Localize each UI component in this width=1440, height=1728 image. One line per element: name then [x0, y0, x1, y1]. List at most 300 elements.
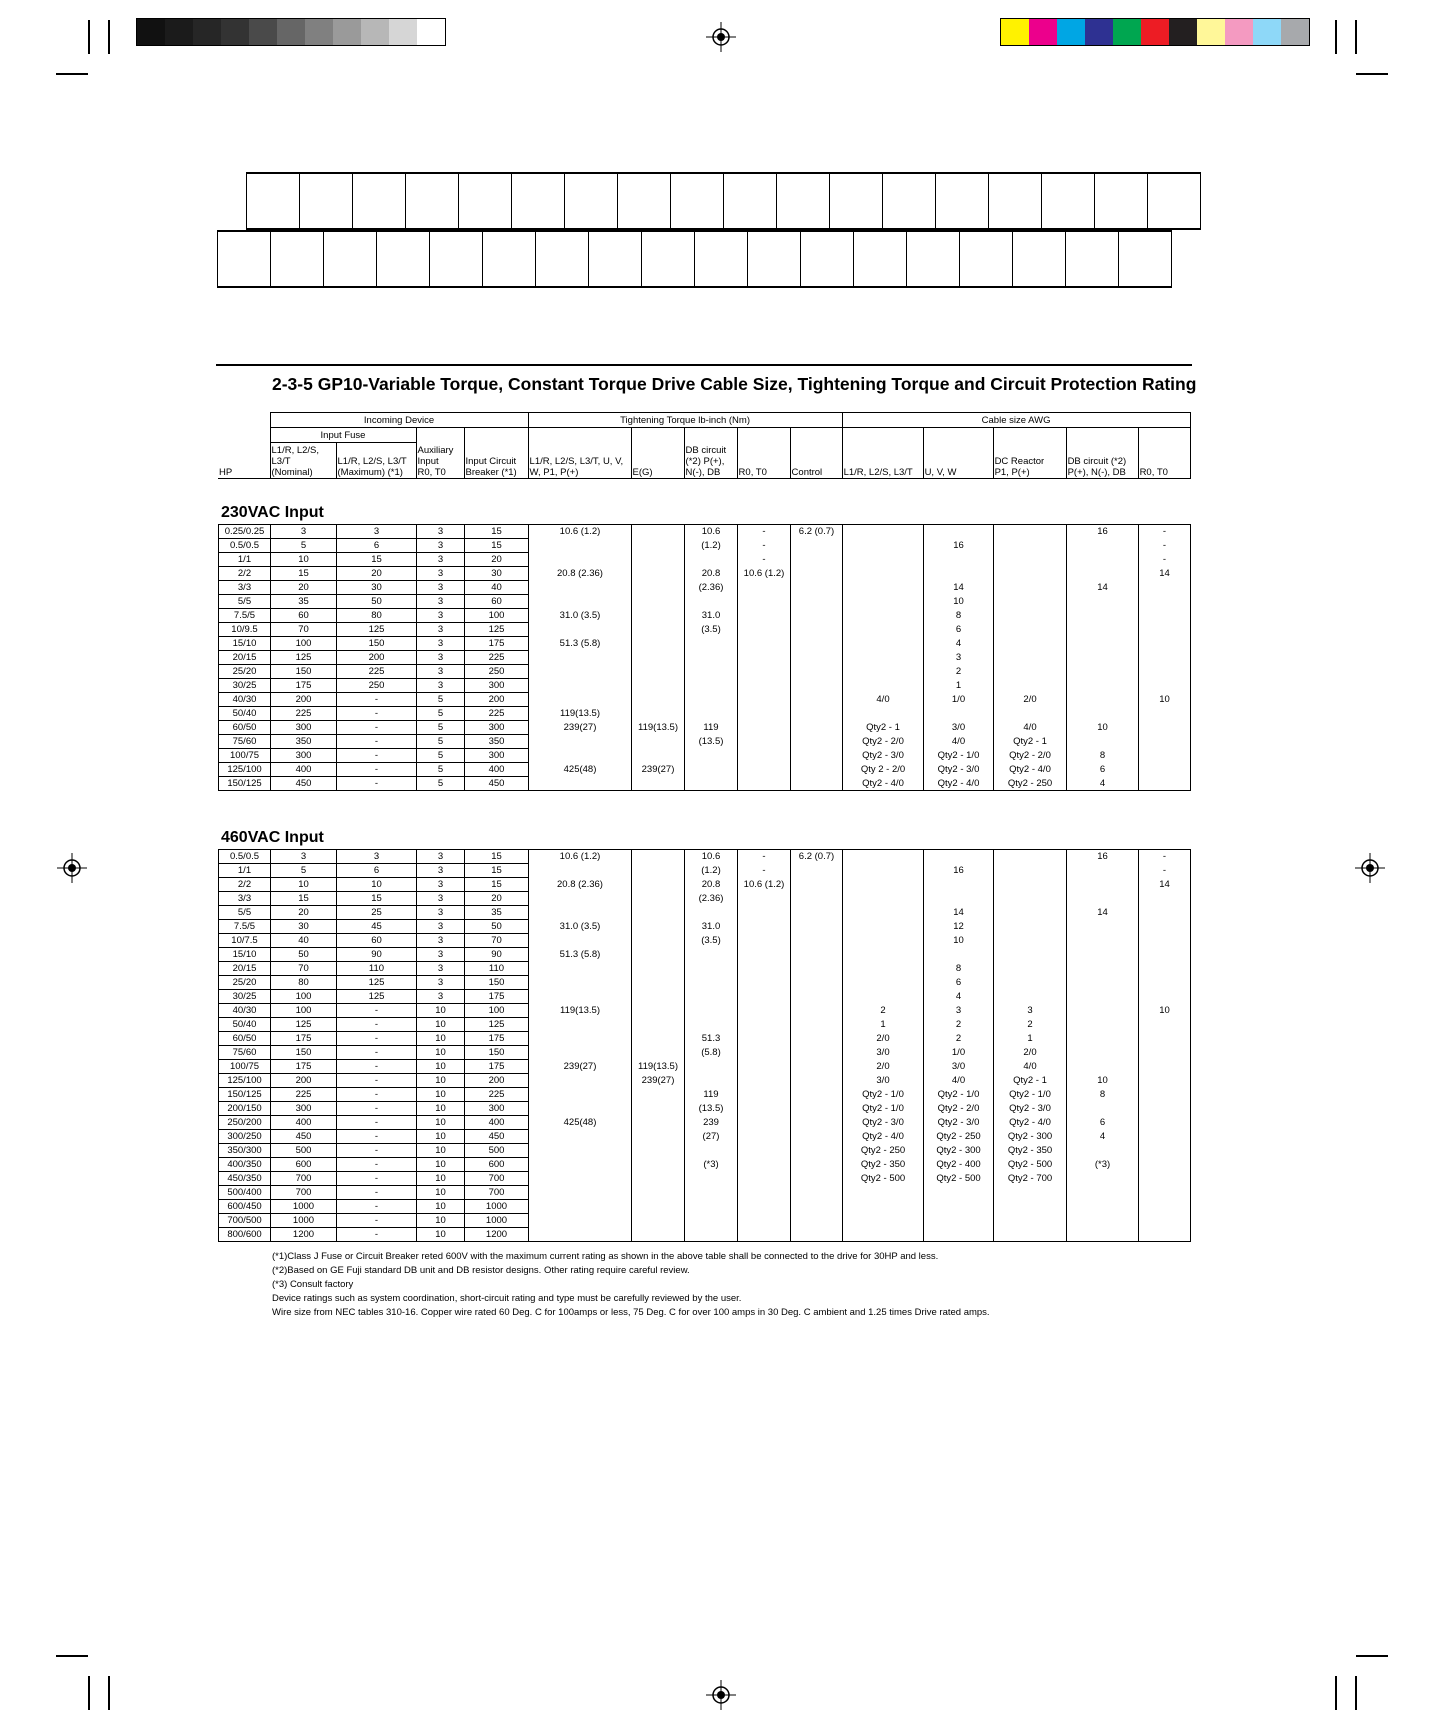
tt-eg-cell — [632, 1004, 685, 1018]
cs-db-cell — [1067, 595, 1139, 609]
empty-box — [406, 174, 459, 228]
tt-r0t0-cell — [738, 892, 791, 906]
fuse-nominal-cell: 700 — [271, 1172, 337, 1186]
crop-mark — [1356, 73, 1388, 75]
table-row — [219, 1060, 1191, 1074]
cs-main-cell — [843, 962, 924, 976]
empty-box — [724, 174, 777, 228]
tt-db-cell: 31.0 — [685, 609, 738, 623]
fuse-maximum-cell: 110 — [337, 962, 417, 976]
cs-dcr-cell — [994, 962, 1067, 976]
control-cell — [791, 665, 843, 679]
fuse-nominal-cell: 20 — [271, 906, 337, 920]
control-cell — [791, 567, 843, 581]
tt-main-cell — [529, 1046, 632, 1060]
calibration-swatch — [165, 19, 193, 45]
tt-r0t0-cell — [738, 934, 791, 948]
table-row — [219, 920, 1191, 934]
tt-main-cell: 119(13.5) — [529, 707, 632, 721]
tt-main-cell — [529, 892, 632, 906]
tt-eg-cell — [632, 962, 685, 976]
table-row — [219, 1228, 1191, 1242]
table-row — [219, 707, 1191, 721]
cs-main-cell: Qty2 - 4/0 — [843, 1130, 924, 1144]
calibration-swatch — [1141, 19, 1169, 45]
cs-uvw-cell — [924, 707, 994, 721]
hp-cell: 1/1 — [219, 553, 271, 567]
hp-cell: 0.5/0.5 — [219, 539, 271, 553]
cs-main-cell — [843, 525, 924, 539]
tt-r0t0-cell — [738, 1088, 791, 1102]
fuse-nominal-cell: 80 — [271, 976, 337, 990]
tt-r0t0-cell — [738, 679, 791, 693]
tt-r0t0-cell — [738, 763, 791, 777]
fuse-nominal-cell: 350 — [271, 735, 337, 749]
crop-mark — [108, 20, 110, 54]
fuse-maximum-cell: 45 — [337, 920, 417, 934]
input-fuse-header: Input Fuse — [270, 428, 416, 443]
cs-uvw-cell: 16 — [924, 539, 994, 553]
tt-main-cell — [529, 623, 632, 637]
empty-box — [748, 232, 801, 286]
fuse-nominal-cell: 125 — [271, 651, 337, 665]
tt-eg-cell — [632, 864, 685, 878]
fuse-nominal-cell: 175 — [271, 1032, 337, 1046]
cs-db-cell: 4 — [1067, 777, 1139, 791]
breaker-cell: 200 — [465, 693, 529, 707]
footnote: Device ratings such as system coordination, short-circuit rating and type must be carefully reviewed by the user. — [272, 1293, 742, 1304]
cs-main-cell — [843, 623, 924, 637]
footnote: (*3) Consult factory — [272, 1279, 354, 1290]
calibration-swatch — [361, 19, 389, 45]
calibration-swatch — [305, 19, 333, 45]
table-row — [219, 539, 1191, 553]
fuse-maximum-cell: 125 — [337, 990, 417, 1004]
table-row — [219, 637, 1191, 651]
tt-main-cell: 10.6 (1.2) — [529, 525, 632, 539]
cs-uvw-cell: 1/0 — [924, 693, 994, 707]
empty-box — [512, 174, 565, 228]
cs-uvw-cell — [924, 850, 994, 864]
fuse-maximum-cell: 225 — [337, 665, 417, 679]
cs-uvw-cell: 2 — [924, 1032, 994, 1046]
breaker-cell: 450 — [465, 1130, 529, 1144]
tt-r0t0-cell — [738, 990, 791, 1004]
tt-eg-cell — [632, 1144, 685, 1158]
cs-r0t0-cell — [1139, 1088, 1191, 1102]
cs-r0t0-cell — [1139, 976, 1191, 990]
registration-mark-left — [57, 853, 87, 883]
cs-dcr-cell — [994, 1186, 1067, 1200]
tt-r0t0-cell — [738, 1018, 791, 1032]
cs-dcr-cell — [994, 1200, 1067, 1214]
cs-main-cell — [843, 892, 924, 906]
cs-dcr-cell — [994, 934, 1067, 948]
table-row — [219, 878, 1191, 892]
tt-main-cell — [529, 693, 632, 707]
control-cell — [791, 1004, 843, 1018]
table-row — [219, 962, 1191, 976]
table-row — [219, 679, 1191, 693]
auxiliary-cell: 10 — [417, 1116, 465, 1130]
fuse-nominal-cell: 200 — [271, 693, 337, 707]
auxiliary-cell: 5 — [417, 735, 465, 749]
calibration-swatch — [277, 19, 305, 45]
control-cell — [791, 1060, 843, 1074]
fuse-maximum-cell: - — [337, 721, 417, 735]
fuse-maximum-cell: 50 — [337, 595, 417, 609]
cs-uvw-cell: 3/0 — [924, 721, 994, 735]
fuse-nominal-cell: 60 — [271, 609, 337, 623]
tt-db-cell — [685, 1060, 738, 1074]
tt-main-cell — [529, 1102, 632, 1116]
auxiliary-cell: 5 — [417, 777, 465, 791]
hp-cell: 500/400 — [219, 1186, 271, 1200]
hp-cell: 5/5 — [219, 595, 271, 609]
hp-cell: 20/15 — [219, 962, 271, 976]
cs-dcr-cell — [994, 850, 1067, 864]
tt-main-cell: 10.6 (1.2) — [529, 850, 632, 864]
table-row — [219, 906, 1191, 920]
tt-main-cell: 51.3 (5.8) — [529, 637, 632, 651]
cs-r0t0-cell — [1139, 749, 1191, 763]
section-rule — [216, 364, 1192, 366]
control-cell: 6.2 (0.7) — [791, 525, 843, 539]
tt-eg-cell — [632, 735, 685, 749]
tt-main-cell: 239(27) — [529, 1060, 632, 1074]
cs-db-cell: 14 — [1067, 906, 1139, 920]
breaker-cell: 300 — [465, 1102, 529, 1116]
cs-main-cell: Qty 2 - 2/0 — [843, 763, 924, 777]
cs-db-cell — [1067, 693, 1139, 707]
table-row — [219, 749, 1191, 763]
fuse-nominal-cell: 35 — [271, 595, 337, 609]
empty-box — [353, 174, 406, 228]
tt-db-cell — [685, 693, 738, 707]
tt-r0t0-cell — [738, 1102, 791, 1116]
tt-db-cell: (1.2) — [685, 864, 738, 878]
fuse-maximum-cell: - — [337, 1200, 417, 1214]
hp-cell: 60/50 — [219, 1032, 271, 1046]
cs-db-cell — [1067, 920, 1139, 934]
cs-r0t0-header: R0, T0 — [1138, 428, 1190, 479]
auxiliary-cell: 3 — [417, 651, 465, 665]
fuse-maximum-cell: - — [337, 693, 417, 707]
auxiliary-cell: 10 — [417, 1074, 465, 1088]
cs-r0t0-cell — [1139, 962, 1191, 976]
tt-eg-cell — [632, 777, 685, 791]
hp-cell: 10/9.5 — [219, 623, 271, 637]
tt-main-cell — [529, 934, 632, 948]
cable-size-header: Cable size AWG — [842, 413, 1190, 428]
tt-db-cell: (13.5) — [685, 735, 738, 749]
auxiliary-cell: 3 — [417, 539, 465, 553]
cs-db-cell: 14 — [1067, 581, 1139, 595]
cs-dcr-cell — [994, 651, 1067, 665]
tt-db-cell — [685, 1200, 738, 1214]
tt-db-cell: (13.5) — [685, 1102, 738, 1116]
breaker-cell: 50 — [465, 920, 529, 934]
tt-eg-cell — [632, 934, 685, 948]
fuse-maximum-cell: - — [337, 1018, 417, 1032]
control-cell — [791, 623, 843, 637]
hp-cell: 5/5 — [219, 906, 271, 920]
cs-db-cell — [1067, 553, 1139, 567]
breaker-cell: 15 — [465, 525, 529, 539]
breaker-cell: 175 — [465, 1032, 529, 1046]
cs-uvw-cell: 4 — [924, 637, 994, 651]
cs-uvw-cell: 3 — [924, 1004, 994, 1018]
hp-cell: 3/3 — [219, 581, 271, 595]
tt-eg-cell — [632, 1088, 685, 1102]
tt-main-cell — [529, 864, 632, 878]
fuse-nominal-cell: 1000 — [271, 1200, 337, 1214]
fuse-nominal-cell: 450 — [271, 777, 337, 791]
calibration-swatch — [1169, 19, 1197, 45]
cs-db-cell — [1067, 651, 1139, 665]
fuse-maximum-cell: - — [337, 749, 417, 763]
calibration-swatch — [1225, 19, 1253, 45]
cs-db-cell: 16 — [1067, 850, 1139, 864]
cs-dcr-cell: Qty2 - 250 — [994, 777, 1067, 791]
cs-db-cell — [1067, 707, 1139, 721]
cs-r0t0-cell: - — [1139, 539, 1191, 553]
breaker-cell: 225 — [465, 707, 529, 721]
cs-dcr-cell — [994, 665, 1067, 679]
tt-db-cell: (2.36) — [685, 892, 738, 906]
auxiliary-cell: 5 — [417, 707, 465, 721]
cs-db-cell — [1067, 864, 1139, 878]
auxiliary-cell: 3 — [417, 990, 465, 1004]
fuse-maximum-cell: - — [337, 1214, 417, 1228]
tt-eg-cell: 239(27) — [632, 1074, 685, 1088]
cs-uvw-cell: Qty2 - 3/0 — [924, 1116, 994, 1130]
control-cell — [791, 1088, 843, 1102]
cs-dcr-cell: 2/0 — [994, 693, 1067, 707]
cs-uvw-cell: 14 — [924, 581, 994, 595]
fuse-maximum-cell: - — [337, 777, 417, 791]
tt-eg-cell — [632, 948, 685, 962]
registration-mark-bottom — [706, 1680, 736, 1710]
control-cell — [791, 749, 843, 763]
control-cell — [791, 962, 843, 976]
cs-dcr-cell — [994, 892, 1067, 906]
empty-box — [1095, 174, 1148, 228]
cs-main-cell — [843, 920, 924, 934]
empty-box — [271, 232, 324, 286]
control-cell — [791, 1130, 843, 1144]
tt-db-cell: 51.3 — [685, 1032, 738, 1046]
tt-main-cell — [529, 1074, 632, 1088]
table-230vac — [218, 524, 1191, 791]
cs-r0t0-cell — [1139, 777, 1191, 791]
table-row — [219, 763, 1191, 777]
breaker-cell: 15 — [465, 878, 529, 892]
auxiliary-cell: 3 — [417, 623, 465, 637]
tt-main-header: L1/R, L2/S, L3/T, U, V, W, P1, P(+) — [528, 428, 631, 479]
auxiliary-cell: 3 — [417, 850, 465, 864]
control-cell — [791, 976, 843, 990]
tt-db-cell — [685, 637, 738, 651]
control-cell — [791, 864, 843, 878]
calibration-swatch — [389, 19, 417, 45]
cs-db-cell — [1067, 976, 1139, 990]
hp-cell: 50/40 — [219, 707, 271, 721]
cs-uvw-cell: 1/0 — [924, 1046, 994, 1060]
breaker-cell: 200 — [465, 1074, 529, 1088]
fuse-maximum-cell: - — [337, 1228, 417, 1242]
cs-dcr-cell: Qty2 - 3/0 — [994, 1102, 1067, 1116]
tt-db-cell: (3.5) — [685, 934, 738, 948]
tt-r0t0-cell — [738, 1186, 791, 1200]
auxiliary-cell: 3 — [417, 553, 465, 567]
tt-eg-cell — [632, 1130, 685, 1144]
auxiliary-cell: 3 — [417, 962, 465, 976]
cs-r0t0-cell — [1139, 920, 1191, 934]
cs-main-cell — [843, 1200, 924, 1214]
table-row — [219, 976, 1191, 990]
section-label-460: 460VAC Input — [221, 829, 324, 846]
tt-db-cell — [685, 1172, 738, 1186]
cs-db-cell — [1067, 623, 1139, 637]
cs-db-cell: 10 — [1067, 1074, 1139, 1088]
cs-dcr-cell: Qty2 - 2/0 — [994, 749, 1067, 763]
auxiliary-cell: 3 — [417, 920, 465, 934]
control-cell — [791, 1032, 843, 1046]
cs-db-cell — [1067, 1060, 1139, 1074]
cs-uvw-cell — [924, 1186, 994, 1200]
cs-r0t0-cell — [1139, 1060, 1191, 1074]
cs-r0t0-cell: - — [1139, 864, 1191, 878]
tt-r0t0-header: R0, T0 — [737, 428, 790, 479]
cs-db-cell: 8 — [1067, 749, 1139, 763]
calibration-swatch — [1001, 19, 1029, 45]
section-label-230: 230VAC Input — [221, 504, 324, 521]
cs-main-cell — [843, 567, 924, 581]
control-cell — [791, 595, 843, 609]
table-row — [219, 864, 1191, 878]
cs-uvw-cell — [924, 892, 994, 906]
tt-eg-cell — [632, 525, 685, 539]
cs-db-cell — [1067, 962, 1139, 976]
control-cell — [791, 1102, 843, 1116]
cs-main-cell — [843, 651, 924, 665]
cs-main-header: L1/R, L2/S, L3/T — [842, 428, 923, 479]
tt-r0t0-cell — [738, 1116, 791, 1130]
table-row — [219, 553, 1191, 567]
control-cell — [791, 651, 843, 665]
hp-cell: 7.5/5 — [219, 920, 271, 934]
cs-main-cell — [843, 707, 924, 721]
breaker-cell: 300 — [465, 721, 529, 735]
cs-dcr-cell — [994, 637, 1067, 651]
cs-main-cell — [843, 934, 924, 948]
empty-box — [324, 232, 377, 286]
cs-main-cell: Qty2 - 1/0 — [843, 1102, 924, 1116]
fuse-maximum-cell: 125 — [337, 976, 417, 990]
tt-eg-cell — [632, 651, 685, 665]
tt-db-cell — [685, 707, 738, 721]
fuse-nominal-cell: 5 — [271, 864, 337, 878]
breaker-cell: 15 — [465, 864, 529, 878]
tt-main-cell — [529, 679, 632, 693]
breaker-cell: 90 — [465, 948, 529, 962]
tt-r0t0-cell — [738, 581, 791, 595]
hp-cell: 25/20 — [219, 665, 271, 679]
table-row — [219, 1186, 1191, 1200]
breaker-cell: 700 — [465, 1172, 529, 1186]
tt-eg-header: E(G) — [631, 428, 684, 479]
tt-eg-cell — [632, 1018, 685, 1032]
tt-r0t0-cell: 10.6 (1.2) — [738, 567, 791, 581]
empty-box-strip-bottom — [217, 230, 1172, 288]
table-row — [219, 1214, 1191, 1228]
control-cell — [791, 934, 843, 948]
tt-r0t0-cell — [738, 735, 791, 749]
empty-box — [1066, 232, 1119, 286]
cs-r0t0-cell — [1139, 1228, 1191, 1242]
empty-box — [430, 232, 483, 286]
cs-main-cell — [843, 878, 924, 892]
tt-db-cell — [685, 948, 738, 962]
tt-db-cell: (27) — [685, 1130, 738, 1144]
auxiliary-cell: 10 — [417, 1214, 465, 1228]
cs-main-cell: 2 — [843, 1004, 924, 1018]
fuse-maximum-cell: 30 — [337, 581, 417, 595]
cs-dcr-cell: 2/0 — [994, 1046, 1067, 1060]
hp-cell: 15/10 — [219, 948, 271, 962]
breaker-cell: 125 — [465, 1018, 529, 1032]
empty-box — [1148, 174, 1201, 228]
fuse-nominal-cell: 150 — [271, 665, 337, 679]
cs-dcr-cell — [994, 609, 1067, 623]
tt-main-cell — [529, 1130, 632, 1144]
tt-eg-cell — [632, 567, 685, 581]
breaker-cell: 175 — [465, 637, 529, 651]
tt-r0t0-cell — [738, 665, 791, 679]
tt-r0t0-cell — [738, 948, 791, 962]
cs-uvw-cell: Qty2 - 2/0 — [924, 1102, 994, 1116]
cs-db-cell — [1067, 1186, 1139, 1200]
hp-cell: 75/60 — [219, 735, 271, 749]
auxiliary-cell: 10 — [417, 1172, 465, 1186]
tt-eg-cell — [632, 623, 685, 637]
tt-r0t0-cell — [738, 609, 791, 623]
hp-cell: 800/600 — [219, 1228, 271, 1242]
tt-db-cell: 20.8 — [685, 567, 738, 581]
cs-dcr-cell: Qty2 - 1/0 — [994, 1088, 1067, 1102]
table-row — [219, 990, 1191, 1004]
hp-cell: 350/300 — [219, 1144, 271, 1158]
cs-main-cell: 3/0 — [843, 1074, 924, 1088]
cs-main-cell: Qty2 - 1/0 — [843, 1088, 924, 1102]
cs-uvw-cell — [924, 1214, 994, 1228]
cs-dcr-cell: Qty2 - 500 — [994, 1158, 1067, 1172]
tt-db-cell — [685, 990, 738, 1004]
fuse-maximum-header: L1/R, L2/S, L3/T (Maximum) (*1) — [336, 443, 416, 479]
tt-main-cell — [529, 665, 632, 679]
tt-db-cell: 20.8 — [685, 878, 738, 892]
cs-db-cell — [1067, 1018, 1139, 1032]
hp-cell: 10/7.5 — [219, 934, 271, 948]
cs-main-cell — [843, 864, 924, 878]
auxiliary-cell: 5 — [417, 721, 465, 735]
table-row — [219, 934, 1191, 948]
cs-dcr-cell: Qty2 - 350 — [994, 1144, 1067, 1158]
table-460vac — [218, 849, 1191, 1242]
cs-db-cell — [1067, 1172, 1139, 1186]
breaker-cell: 1000 — [465, 1214, 529, 1228]
